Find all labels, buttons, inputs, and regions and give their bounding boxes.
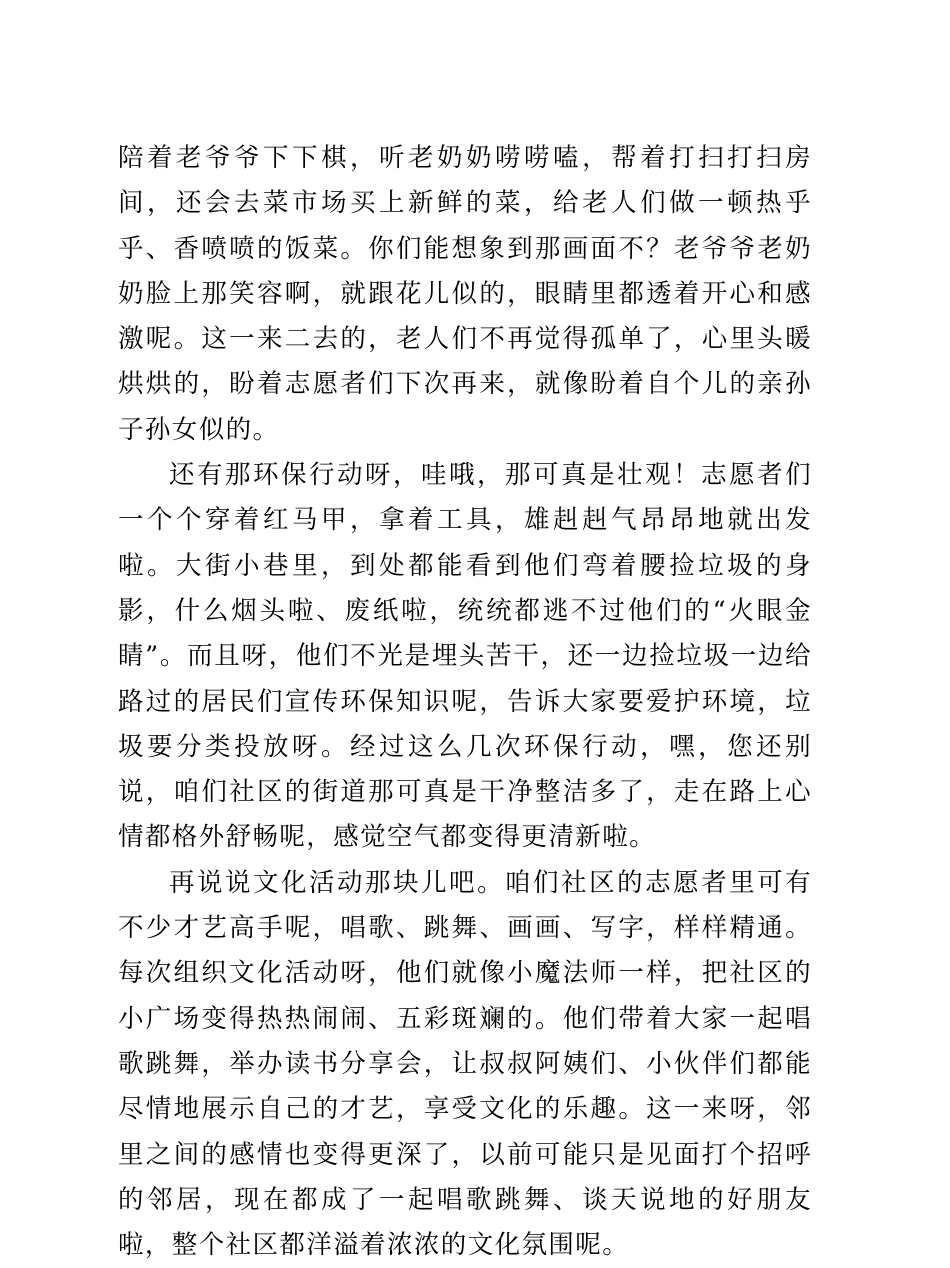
body-text	[118, 136, 812, 1268]
paragraph-cultural-activities: 再说说文化活动那块儿吧。咱们社区的志愿者里可有不少才艺高手呢，唱歌、跳舞、画画、写字，样样精通。每次组织文化活动呀，他们就像小魔法师一样，把社区的小广场变得热热闹闹、五彩斑斓的。他们带着大家一起唱歌跳舞，举办读书分享会，让叔叔阿姨们、小伙伴们都能尽情地展示自己的才艺，享受文化的乐趣。这一来呀，邻里之间的感情也变得更深了，以前可能只是见面打个招呼的邻居，现在都成了一起唱歌跳舞、谈天说地的好朋友啦，整个社区都洋溢着浓浓的文化氛围呢。	[118, 867, 812, 1261]
paragraph-elderly-care: 陪着老爷爷下下棋，听老奶奶唠唠嗑，帮着打扫打扫房间，还会去菜市场买上新鲜的菜，给老人们做一顿热乎乎、香喷喷的饭菜。你们能想象到那画面不？老爷爷老奶奶脸上那笑容啊，就跟花儿似的，眼睛里都透着开心和感激呢。这一来二去的，老人们不再觉得孤单了，心里头暖烘烘的，盼着志愿者们下次再来，就像盼着自个儿的亲孙子孙女似的。	[118, 143, 812, 445]
paragraph-environmental-action: 还有那环保行动呀，哇哦，那可真是壮观！志愿者们一个个穿着红马甲，拿着工具，雄赳赳气昂昂地就出发啦。大街小巷里，到处都能看到他们弯着腰捡垃圾的身影，什么烟头啦、废纸啦，统统都逃不过他们的“火眼金睛”。而且呀，他们不光是埋头苦干，还一边捡垃圾一边给路过的居民们宣传环保知识呢，告诉大家要爱护环境，垃圾要分类投放呀。经过这么几次环保行动，嘿，您还别说，咱们社区的街道那可真是干净整洁多了，走在路上心情都格外舒畅呢，感觉空气都变得更清新啦。	[118, 460, 812, 853]
